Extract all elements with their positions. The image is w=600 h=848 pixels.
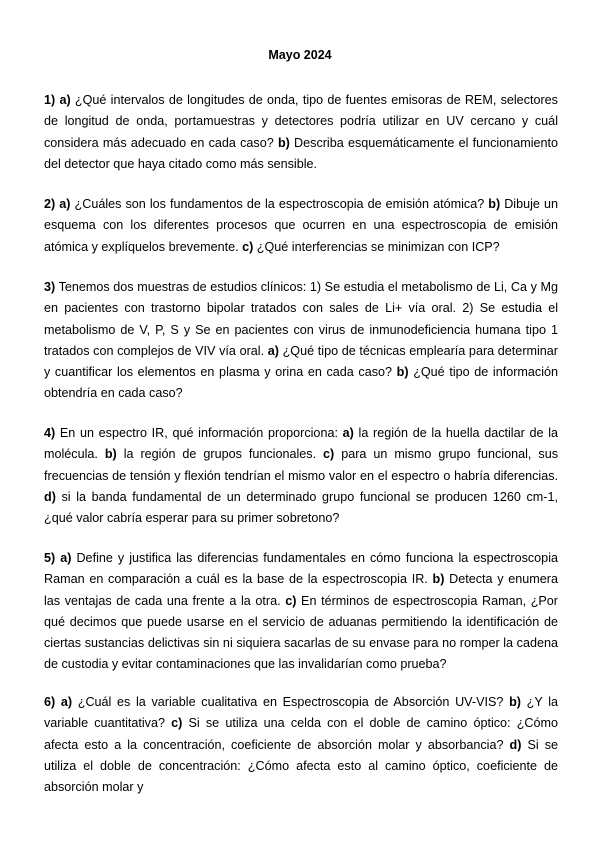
question-text: si la banda fundamental de un determinado grupo funcional se producen 1260 cm-1, ¿qué valor cabría esperar para su primer sobretono? xyxy=(44,489,558,526)
question-1 xyxy=(44,90,558,175)
question-label: b) xyxy=(509,695,521,709)
question-label: b) xyxy=(104,447,117,462)
question-label: a) xyxy=(267,343,279,358)
question-3 xyxy=(44,277,558,405)
question-text: En un espectro IR, qué información proporciona: xyxy=(55,426,343,440)
question-text: ¿Y la variable cuantitativa? xyxy=(44,695,558,731)
question-2 xyxy=(44,194,558,258)
question-label: 6) a) xyxy=(44,695,73,709)
question-text: ¿Cuál es la variable cualitativa en Espectroscopia de Absorción UV-VIS? xyxy=(72,695,510,709)
question-6 xyxy=(44,692,558,798)
question-text: ¿Cuáles son los fundamentos de la espectroscopia de emisión atómica? xyxy=(70,197,489,211)
question-label: a) xyxy=(342,426,354,440)
question-label: 3) xyxy=(44,280,56,294)
question-label: 2) a) xyxy=(44,197,71,211)
question-label: d) xyxy=(509,737,522,752)
question-text: para un mismo grupo funcional, sus frecuencias de tensión y flexión tendrían el mismo valor en el espectro o habría diferencias. xyxy=(44,447,558,483)
question-label: 4) xyxy=(44,426,56,440)
question-label: 1) a) xyxy=(44,93,71,107)
question-label: c) xyxy=(323,447,335,462)
question-text: Dibuje un esquema con los diferentes procesos que ocurren en una espectroscopia de emisión atómica y explíquelos brevemente. xyxy=(44,197,558,254)
question-text: ¿Qué interferencias se minimizan con ICP? xyxy=(253,239,500,254)
question-text: la región de la huella dactilar de la molécula. xyxy=(44,426,558,462)
question-text: ¿Qué intervalos de longitudes de onda, tipo de fuentes emisoras de REM, selectores de longitud de onda, portamuestras y detectores podría utilizar en UV cercano y cuál considera más adecuado en cada caso? xyxy=(44,93,558,150)
question-label: d) xyxy=(44,489,56,504)
question-text: Describa esquemáticamente el funcionamiento del detector que haya citado como más sensible. xyxy=(44,135,559,171)
question-text: Si se utiliza el doble de concentración: ¿Cómo afecta esto al camino óptico, coeficiente de absorción molar y xyxy=(44,737,559,795)
question-text: Tenemos dos muestras de estudios clínicos: 1) Se estudia el metabolismo de Li, Ca y Mg en pacientes con trastorno bipolar tratados con sales de Li+ vía oral. 2) Se estudia el metabolismo de V, P, S y Se en pacientes con virus de inmunodeficiencia humana tipo 1 tratados con complejos de VIV vía oral. xyxy=(44,280,558,358)
question-5 xyxy=(44,548,558,676)
question-text: ¿Qué tipo de información obtendría en cada caso? xyxy=(44,365,558,401)
page-title: Mayo 2024 xyxy=(268,48,332,62)
question-label: c) xyxy=(285,593,297,608)
question-label: b) xyxy=(488,197,501,211)
question-text: Si se utiliza una celda con el doble de camino óptico: ¿Cómo afecta esto a la concentración, coeficiente de absorción molar y absorbancia? xyxy=(44,716,558,752)
question-label: c) xyxy=(242,239,254,254)
question-text: ¿Qué tipo de técnicas emplearía para determinar y cuantificar los elementos en plasma y orina en cada caso? xyxy=(44,343,558,380)
question-text: la región de grupos funcionales. xyxy=(116,447,324,462)
question-label: 5) a) xyxy=(44,551,72,565)
question-text: En términos de espectroscopia Raman, ¿Por qué decimos que puede usarse en el servicio de aduanas permitiendo la identificación de ciertas sustancias delictivas sin ni siquiera sacarlas de su envase para no romper la cadena de custodia y evitar contaminaciones que las invalidarían como prueba? xyxy=(44,593,558,672)
question-label: b) xyxy=(277,135,290,150)
question-text: Detecta y enumera las ventajas de cada una frente a la otra. xyxy=(44,572,558,608)
question-label: b) xyxy=(432,572,445,587)
question-label: c) xyxy=(171,716,183,731)
question-label: b) xyxy=(396,365,409,380)
question-text: Define y justifica las diferencias fundamentales en cómo funciona la espectroscopia Raman en comparación a cuál es la base de la espectroscopia IR. xyxy=(44,551,558,587)
question-4 xyxy=(44,423,558,529)
